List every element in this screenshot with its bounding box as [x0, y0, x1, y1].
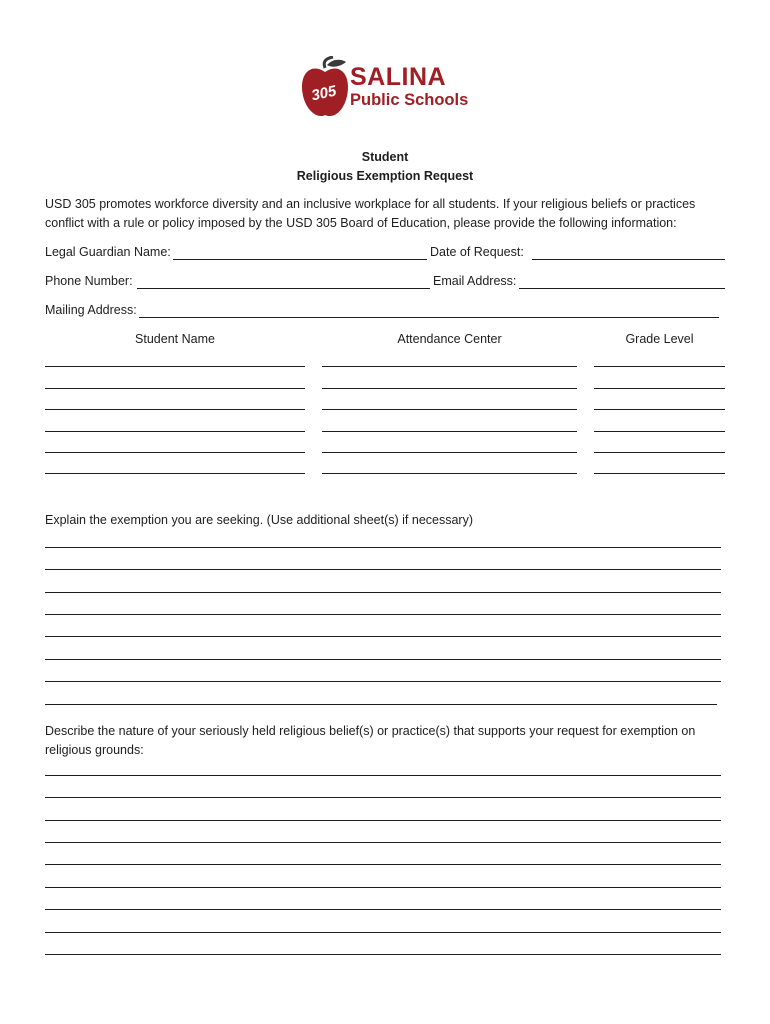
attendance-center-field[interactable]: [322, 409, 577, 410]
phone-field[interactable]: [137, 288, 430, 289]
logo-name: SALINA: [350, 63, 447, 91]
grade-level-field[interactable]: [594, 388, 725, 389]
exemption-answer-line[interactable]: [45, 547, 721, 548]
phone-label: Phone Number:: [45, 274, 133, 288]
attendance-center-field[interactable]: [322, 473, 577, 474]
exemption-answer-line[interactable]: [45, 592, 721, 593]
exemption-answer-line[interactable]: [45, 704, 717, 705]
belief-answer-line[interactable]: [45, 842, 721, 843]
date-field[interactable]: [532, 259, 725, 260]
apple-icon: [300, 56, 350, 120]
column-grade-level: Grade Level: [625, 332, 694, 346]
exemption-answer-line[interactable]: [45, 614, 721, 615]
phone-row: [45, 274, 725, 292]
logo-subtitle: Public Schools: [350, 91, 469, 109]
address-row: [45, 303, 725, 321]
student-name-field[interactable]: [45, 366, 305, 367]
column-student-name: Student Name: [135, 332, 215, 346]
exemption-answer-line[interactable]: [45, 569, 721, 570]
student-name-field[interactable]: [45, 431, 305, 432]
belief-answer-line[interactable]: [45, 887, 721, 888]
attendance-center-field[interactable]: [322, 366, 577, 367]
intro-paragraph: USD 305 promotes workforce diversity and an inclusive workplace for all students. If your religious beliefs or practices conflict with a rule or policy imposed by the USD 305 Board of Education, please provide the following information:: [45, 197, 696, 230]
grade-level-field[interactable]: [594, 409, 725, 410]
grade-level-field[interactable]: [594, 431, 725, 432]
attendance-center-field[interactable]: [322, 431, 577, 432]
student-name-field[interactable]: [45, 473, 305, 474]
grade-level-field[interactable]: [594, 473, 725, 474]
address-label: Mailing Address:: [45, 303, 137, 317]
belief-prompt: Describe the nature of your seriously held religious belief(s) or practice(s) that supports your request for exemption on religious grounds:: [45, 724, 696, 757]
address-field[interactable]: [139, 317, 719, 318]
exemption-answer-line[interactable]: [45, 681, 721, 682]
attendance-center-field[interactable]: [322, 452, 577, 453]
belief-answer-line[interactable]: [45, 820, 721, 821]
exemption-answer-line[interactable]: [45, 636, 721, 637]
guardian-name-field[interactable]: [173, 259, 427, 260]
form-title-line2: Religious Exemption Request: [296, 169, 474, 183]
email-label: Email Address:: [433, 274, 517, 288]
form-title-line1: Student: [361, 150, 409, 164]
attendance-center-field[interactable]: [322, 388, 577, 389]
guardian-label: Legal Guardian Name:: [45, 245, 171, 259]
student-name-field[interactable]: [45, 388, 305, 389]
column-attendance-center: Attendance Center: [397, 332, 502, 346]
email-field[interactable]: [519, 288, 725, 289]
exemption-prompt: Explain the exemption you are seeking. (Use additional sheet(s) if necessary): [45, 513, 473, 527]
grade-level-field[interactable]: [594, 366, 725, 367]
grade-level-field[interactable]: [594, 452, 725, 453]
date-label: Date of Request:: [430, 245, 524, 259]
belief-answer-line[interactable]: [45, 909, 721, 910]
logo-number: 305: [309, 82, 338, 105]
belief-answer-line[interactable]: [45, 775, 721, 776]
belief-answer-line[interactable]: [45, 954, 721, 955]
student-name-field[interactable]: [45, 409, 305, 410]
student-name-field[interactable]: [45, 452, 305, 453]
belief-answer-line[interactable]: [45, 797, 721, 798]
belief-answer-line[interactable]: [45, 932, 721, 933]
belief-answer-line[interactable]: [45, 864, 721, 865]
salina-logo: [300, 56, 475, 122]
exemption-answer-line[interactable]: [45, 659, 721, 660]
guardian-row: [45, 245, 725, 263]
